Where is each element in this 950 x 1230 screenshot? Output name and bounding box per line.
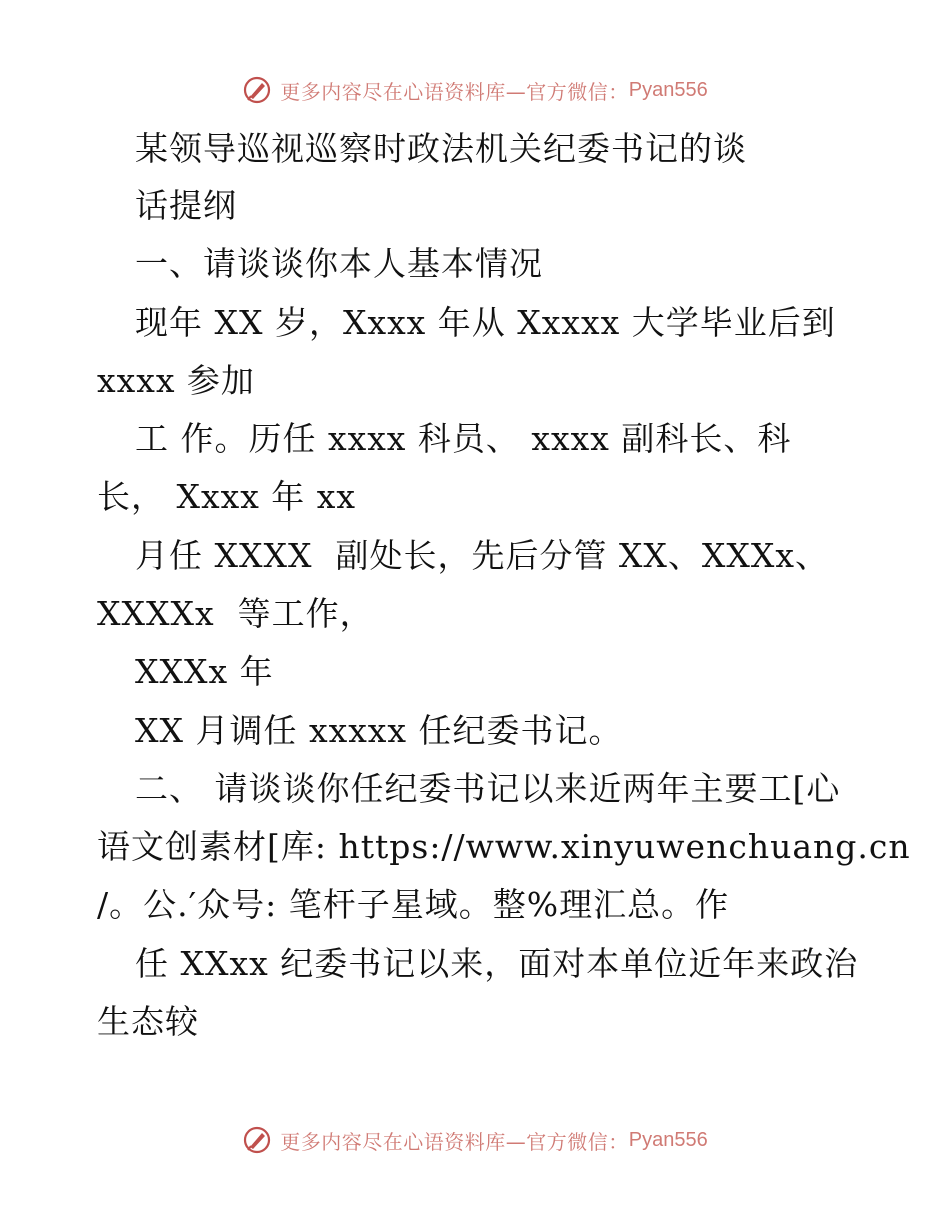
- paragraph-line: 任 XXxx 纪委书记以来，面对本单位近年来政治: [135, 944, 859, 983]
- paragraph-line: 生态较: [97, 1002, 199, 1041]
- title-line-2: 话提纲: [135, 186, 237, 225]
- header-watermark: [0, 70, 950, 110]
- watermark-wechat-id: Pyan556: [628, 78, 708, 101]
- watermark-site-text: 更多内容尽在心语资料库—官方微信：: [280, 1129, 629, 1154]
- quill-logo-icon: [242, 75, 272, 105]
- section-heading-2: 二、 请谈谈你任纪委书记以来近两年主要工[心: [135, 769, 841, 808]
- paragraph-line: XXXx 年: [135, 652, 274, 691]
- paragraph-line: xxxx 参加: [97, 361, 255, 400]
- paragraph-line: /。公.′众号: 笔杆子星域。整%理汇总。作: [97, 885, 730, 924]
- title-line-1: 某领导巡视巡察时政法机关纪委书记的谈: [135, 129, 747, 168]
- paragraph-line: 语文创素材[库: https://www.xinyuwenchuang.cn: [97, 827, 911, 866]
- watermark-wechat-id: Pyan556: [628, 1128, 708, 1151]
- footer-watermark: [0, 1120, 950, 1160]
- quill-logo-icon: [242, 1125, 272, 1155]
- paragraph-line: 现年 XX 岁，Xxxx 年从 Xxxxx 大学毕业后到: [135, 303, 836, 342]
- watermark-site-text: 更多内容尽在心语资料库—官方微信：: [280, 79, 629, 104]
- section-heading-1: 一、请谈谈你本人基本情况: [135, 244, 543, 283]
- paragraph-line: 月任 XXXX 副处长，先后分管 XX、XXXx、: [135, 536, 830, 575]
- paragraph-line: 长， Xxxx 年 xx: [97, 477, 357, 516]
- paragraph-line: XX 月调任 xxxxx 任纪委书记。: [135, 711, 623, 750]
- paragraph-line: 工 作。历任 xxxx 科员、 xxxx 副科长、科: [135, 419, 792, 458]
- paragraph-line: XXXXx 等工作，: [97, 594, 374, 633]
